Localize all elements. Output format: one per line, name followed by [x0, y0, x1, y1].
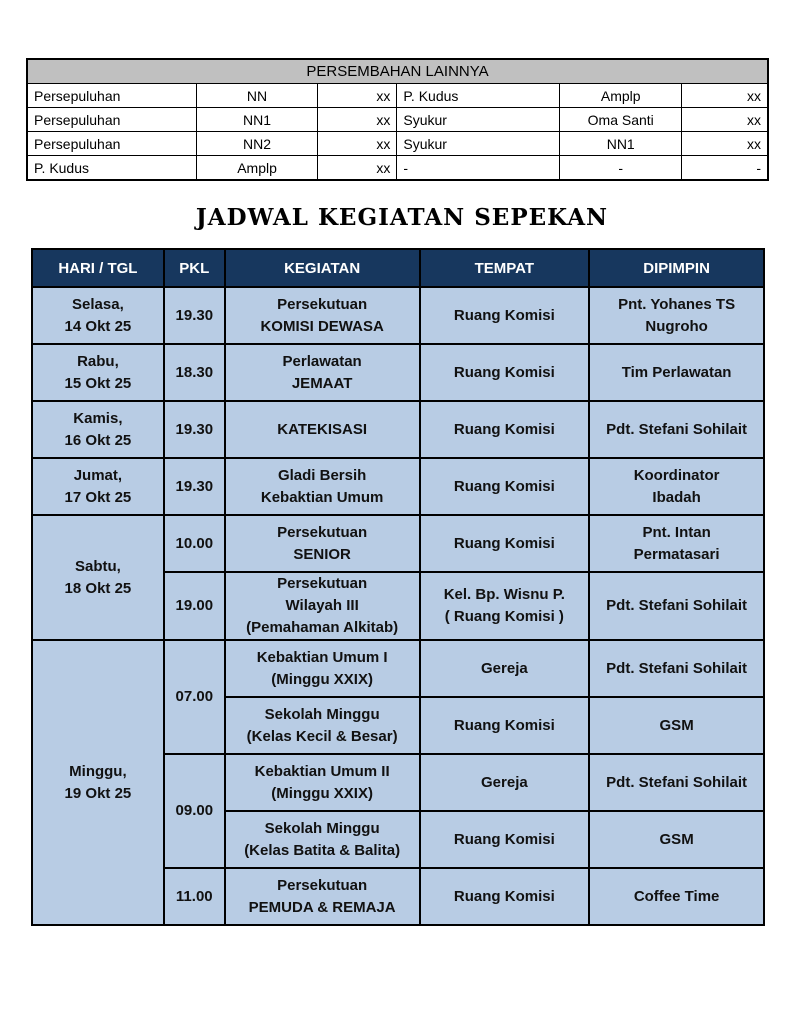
cell-line: (Kelas Batita & Balita) — [244, 841, 401, 859]
offerings-row — [27, 132, 768, 156]
cell-line: Sekolah Minggu — [264, 819, 380, 837]
cell-line: 14 Okt 25 — [64, 317, 132, 335]
column-header: DIPIMPIN — [589, 249, 764, 287]
offerings-table — [26, 58, 769, 181]
offerings-cell: xx — [682, 84, 768, 108]
cell-line: Ruang Komisi — [453, 306, 555, 324]
cell-line: 19 Okt 25 — [64, 784, 132, 802]
cell-line: (Minggu XXIX) — [271, 784, 373, 802]
leader-cell — [589, 640, 764, 697]
cell-line: Wilayah III — [285, 597, 359, 614]
cell-line: Perlawatan — [282, 352, 362, 370]
leader-cell — [589, 697, 764, 754]
time-cell: 09.00 — [164, 754, 225, 868]
offerings-cell: NN1 — [560, 132, 682, 156]
activity-cell — [225, 868, 420, 925]
cell-line: Sekolah Minggu — [264, 705, 380, 723]
time-cell: 19.30 — [164, 401, 225, 458]
cell-line: Ruang Komisi — [453, 716, 555, 734]
cell-line: Ruang Komisi — [453, 420, 555, 438]
offerings-cell: P. Kudus — [27, 156, 196, 181]
activity-cell — [225, 754, 420, 811]
leader-cell — [589, 515, 764, 572]
cell-line: Pdt. Stefani Sohilait — [606, 597, 748, 614]
place-cell — [420, 697, 590, 754]
cell-line: Pnt. Yohanes TS — [618, 295, 736, 313]
column-header: TEMPAT — [420, 249, 590, 287]
day-cell — [32, 401, 164, 458]
time-cell: 11.00 — [164, 868, 225, 925]
cell-line: 17 Okt 25 — [64, 488, 132, 506]
leader-cell — [589, 401, 764, 458]
cell-line: Kel. Bp. Wisnu P. — [443, 586, 565, 603]
offerings-cell: xx — [318, 156, 397, 181]
offerings-cell: - — [397, 156, 560, 181]
column-header: HARI / TGL — [32, 249, 164, 287]
leader-cell — [589, 572, 764, 640]
offerings-cell: xx — [318, 84, 397, 108]
offerings-title: PERSEMBAHAN LAINNYA — [27, 59, 768, 84]
leader-cell — [589, 811, 764, 868]
offerings-cell: Amplp — [196, 156, 318, 181]
place-cell — [420, 572, 590, 640]
offerings-cell: NN1 — [196, 108, 318, 132]
cell-line: Permatasari — [633, 545, 720, 563]
offerings-cell: Syukur — [397, 132, 560, 156]
offerings-cell: Oma Santi — [560, 108, 682, 132]
cell-line: Rabu, — [77, 352, 119, 370]
day-cell — [32, 344, 164, 401]
cell-line: Kebaktian Umum II — [254, 762, 390, 780]
place-cell — [420, 287, 590, 344]
offerings-row — [27, 108, 768, 132]
offerings-cell: Persepuluhan — [27, 84, 196, 108]
column-header: KEGIATAN — [225, 249, 420, 287]
offerings-row — [27, 84, 768, 108]
leader-cell — [589, 344, 764, 401]
cell-line: Ruang Komisi — [453, 887, 555, 905]
cell-line: GSM — [659, 716, 694, 734]
place-cell — [420, 344, 590, 401]
offerings-cell: xx — [318, 132, 397, 156]
time-cell: 18.30 — [164, 344, 225, 401]
schedule-row — [32, 640, 764, 697]
offerings-cell: - — [560, 156, 682, 181]
leader-cell — [589, 868, 764, 925]
schedule-table — [31, 248, 765, 926]
activity-cell — [225, 458, 420, 515]
cell-line: Sabtu, — [74, 557, 121, 575]
cell-line: Selasa, — [72, 295, 124, 313]
cell-line: JEMAAT — [291, 374, 353, 392]
place-cell — [420, 515, 590, 572]
cell-line: (Pemahaman Alkitab) — [246, 619, 399, 636]
cell-line: Pdt. Stefani Sohilait — [606, 659, 748, 677]
time-cell: 19.30 — [164, 458, 225, 515]
leader-cell — [589, 458, 764, 515]
place-cell — [420, 868, 590, 925]
place-cell — [420, 811, 590, 868]
activity-cell — [225, 515, 420, 572]
schedule-row — [32, 401, 764, 458]
day-cell — [32, 640, 164, 925]
cell-line: Persekutuan — [277, 295, 368, 313]
schedule-title: JADWAL KEGIATAN SEPEKAN — [195, 204, 609, 231]
cell-line: Gladi Bersih — [277, 466, 367, 484]
cell-line: GSM — [659, 830, 694, 848]
cell-line: 18 Okt 25 — [64, 579, 132, 597]
cell-line: Persekutuan — [277, 523, 368, 541]
leader-cell — [589, 754, 764, 811]
cell-line: Kebaktian Umum I — [256, 648, 388, 666]
cell-line: ( Ruang Komisi ) — [444, 608, 564, 625]
offerings-cell: - — [682, 156, 768, 181]
offerings-cell: Syukur — [397, 108, 560, 132]
cell-line: Kamis, — [73, 409, 123, 427]
schedule-row — [32, 344, 764, 401]
offerings-cell: Persepuluhan — [27, 108, 196, 132]
activity-cell — [225, 401, 420, 458]
place-cell — [420, 640, 590, 697]
cell-line: Persekutuan — [277, 575, 368, 592]
activity-cell — [225, 287, 420, 344]
place-cell — [420, 401, 590, 458]
cell-line: Nugroho — [645, 317, 708, 335]
cell-line: Gereja — [481, 773, 528, 791]
schedule-row — [32, 287, 764, 344]
cell-line: Pnt. Intan — [642, 523, 711, 541]
place-cell — [420, 458, 590, 515]
cell-line: Ibadah — [652, 488, 701, 506]
activity-cell — [225, 811, 420, 868]
cell-line: Pdt. Stefani Sohilait — [606, 420, 748, 438]
activity-cell — [225, 572, 420, 640]
day-cell — [32, 515, 164, 640]
cell-line: Jumat, — [73, 466, 123, 484]
leader-cell — [589, 287, 764, 344]
schedule-row — [32, 458, 764, 515]
cell-line: (Kelas Kecil & Besar) — [246, 727, 398, 745]
cell-line: Ruang Komisi — [453, 830, 555, 848]
time-cell: 19.00 — [164, 572, 225, 640]
offerings-cell: xx — [682, 132, 768, 156]
cell-line: Tim Perlawatan — [621, 363, 732, 381]
cell-line: PEMUDA & REMAJA — [248, 898, 396, 916]
offerings-cell: P. Kudus — [397, 84, 560, 108]
activity-cell — [225, 344, 420, 401]
cell-line: (Minggu XXIX) — [271, 670, 373, 688]
cell-line: KOMISI DEWASA — [260, 317, 384, 335]
day-cell — [32, 287, 164, 344]
column-header: PKL — [164, 249, 225, 287]
cell-line: Gereja — [481, 659, 528, 677]
cell-line: SENIOR — [293, 545, 351, 563]
cell-line: 16 Okt 25 — [64, 431, 132, 449]
time-cell: 19.30 — [164, 287, 225, 344]
time-cell: 07.00 — [164, 640, 225, 754]
cell-line: 15 Okt 25 — [64, 374, 132, 392]
offerings-cell: Amplp — [560, 84, 682, 108]
day-cell — [32, 458, 164, 515]
offerings-row — [27, 156, 768, 181]
cell-line: Minggu, — [69, 762, 127, 780]
schedule-row — [32, 515, 764, 572]
cell-line: Koordinator — [633, 466, 720, 484]
cell-line: Kebaktian Umum — [260, 488, 384, 506]
offerings-cell: NN — [196, 84, 318, 108]
cell-line: Persekutuan — [277, 876, 368, 894]
cell-line: Ruang Komisi — [453, 363, 555, 381]
cell-line: Coffee Time — [633, 887, 720, 905]
offerings-cell: xx — [318, 108, 397, 132]
activity-cell — [225, 640, 420, 697]
cell-line: Pdt. Stefani Sohilait — [606, 773, 748, 791]
time-cell: 10.00 — [164, 515, 225, 572]
offerings-cell: Persepuluhan — [27, 132, 196, 156]
cell-line: KATEKISASI — [277, 420, 367, 438]
offerings-cell: xx — [682, 108, 768, 132]
place-cell — [420, 754, 590, 811]
offerings-cell: NN2 — [196, 132, 318, 156]
cell-line: Ruang Komisi — [453, 534, 555, 552]
activity-cell — [225, 697, 420, 754]
cell-line: Ruang Komisi — [453, 477, 555, 495]
